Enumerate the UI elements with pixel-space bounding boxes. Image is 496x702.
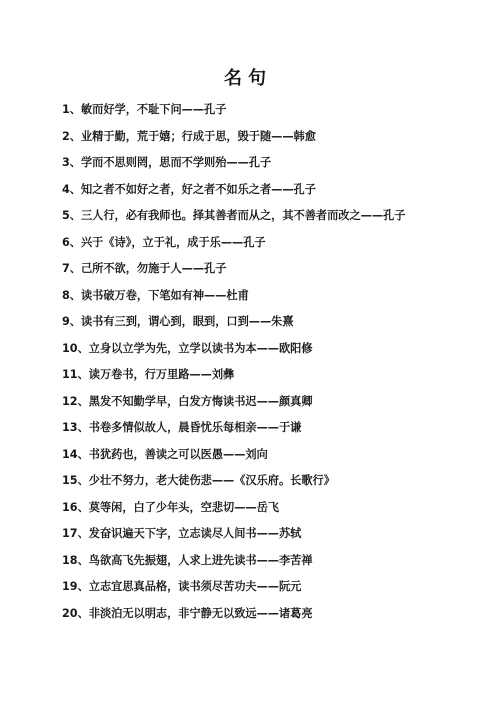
quote-list [62, 97, 434, 627]
quote-text: 三人行，必有我师也。择其善者而从之，其不善者而改之——孔子 [80, 209, 406, 222]
quote-item [62, 601, 434, 628]
quote-text: 少壮不努力，老大徒伤悲——《汉乐府。长歌行》 [88, 474, 335, 487]
quote-number: 13、 [62, 421, 89, 434]
quote-number: 12、 [62, 394, 89, 408]
quote-number: 3、 [62, 156, 81, 169]
quote-number: 17、 [62, 527, 89, 540]
quote-item [62, 256, 434, 283]
quote-item [62, 203, 434, 230]
quote-item [62, 521, 434, 548]
quote-text: 书卷多情似故人，晨昏忧乐每相亲——于谦 [88, 421, 302, 434]
quote-number: 16、 [62, 500, 89, 514]
quote-text: 兴于《诗》，立于礼，成于乐——孔子 [80, 235, 266, 249]
quote-number: 14、 [62, 447, 89, 461]
quote-text: 敏而好学，不耻下问——孔子 [80, 103, 227, 116]
quote-text: 莫等闲，白了少年头，空悲切——岳飞 [88, 500, 279, 514]
quote-item [62, 309, 434, 336]
quote-number: 10、 [62, 341, 89, 355]
quote-text: 业精于勤，荒于嬉；行成于思，毁于随——韩愈 [80, 129, 316, 143]
quote-text: 知之者不如好之者，好之者不如乐之者——孔子 [80, 182, 316, 196]
quote-number: 15、 [62, 474, 89, 487]
quote-text: 非淡泊无以明志，非宁静无以致远——诸葛亮 [88, 606, 313, 620]
quote-item [62, 230, 434, 257]
quote-item [62, 548, 434, 575]
quote-text: 鸟欲高飞先振翅，人求上进先读书——李苦禅 [88, 553, 313, 567]
quote-number: 8、 [62, 288, 81, 302]
quote-text: 发奋识遍天下字，立志读尽人间书——苏轼 [88, 527, 302, 540]
quote-number: 18、 [62, 553, 89, 567]
quote-number: 11、 [62, 368, 89, 381]
quote-number: 5、 [62, 209, 81, 222]
quote-number: 1、 [62, 103, 81, 116]
quote-text: 读万卷书，行万里路——刘彝 [88, 368, 235, 381]
quote-item [62, 150, 434, 177]
quote-item [62, 124, 434, 151]
quote-item [62, 415, 434, 442]
quote-text: 读书破万卷，下笔如有神——杜甫 [80, 288, 249, 302]
quote-text: 学而不思则罔，思而不学则殆——孔子 [80, 156, 272, 169]
quote-item [62, 468, 434, 495]
quote-number: 20、 [62, 606, 89, 620]
quote-item [62, 177, 434, 204]
quote-text: 黑发不知勤学早，白发方悔读书迟——颜真卿 [88, 394, 313, 408]
quote-item [62, 97, 434, 124]
quote-item [62, 442, 434, 469]
quote-text: 读书有三到，谓心到，眼到，口到——朱熹 [80, 315, 294, 328]
quote-item [62, 362, 434, 389]
quote-text: 立身以立学为先，立学以读书为本——欧阳修 [88, 341, 313, 355]
quote-text: 书犹药也，善读之可以医愚——刘向 [88, 447, 268, 461]
quote-item [62, 389, 434, 416]
quote-text: 立志宜思真品格，读书须尽苦功夫——阮元 [88, 580, 302, 593]
quote-item [62, 283, 434, 310]
quote-number: 4、 [62, 182, 81, 196]
quote-item [62, 495, 434, 522]
document-title: 名句 [224, 68, 272, 89]
quote-number: 2、 [62, 129, 81, 143]
quote-item [62, 336, 434, 363]
quote-number: 7、 [62, 262, 81, 275]
quote-item [62, 574, 434, 601]
quote-text: 己所不欲，勿施于人——孔子 [80, 262, 227, 275]
quote-number: 19、 [62, 580, 89, 593]
quote-number: 9、 [62, 315, 81, 328]
quote-number: 6、 [62, 235, 81, 249]
